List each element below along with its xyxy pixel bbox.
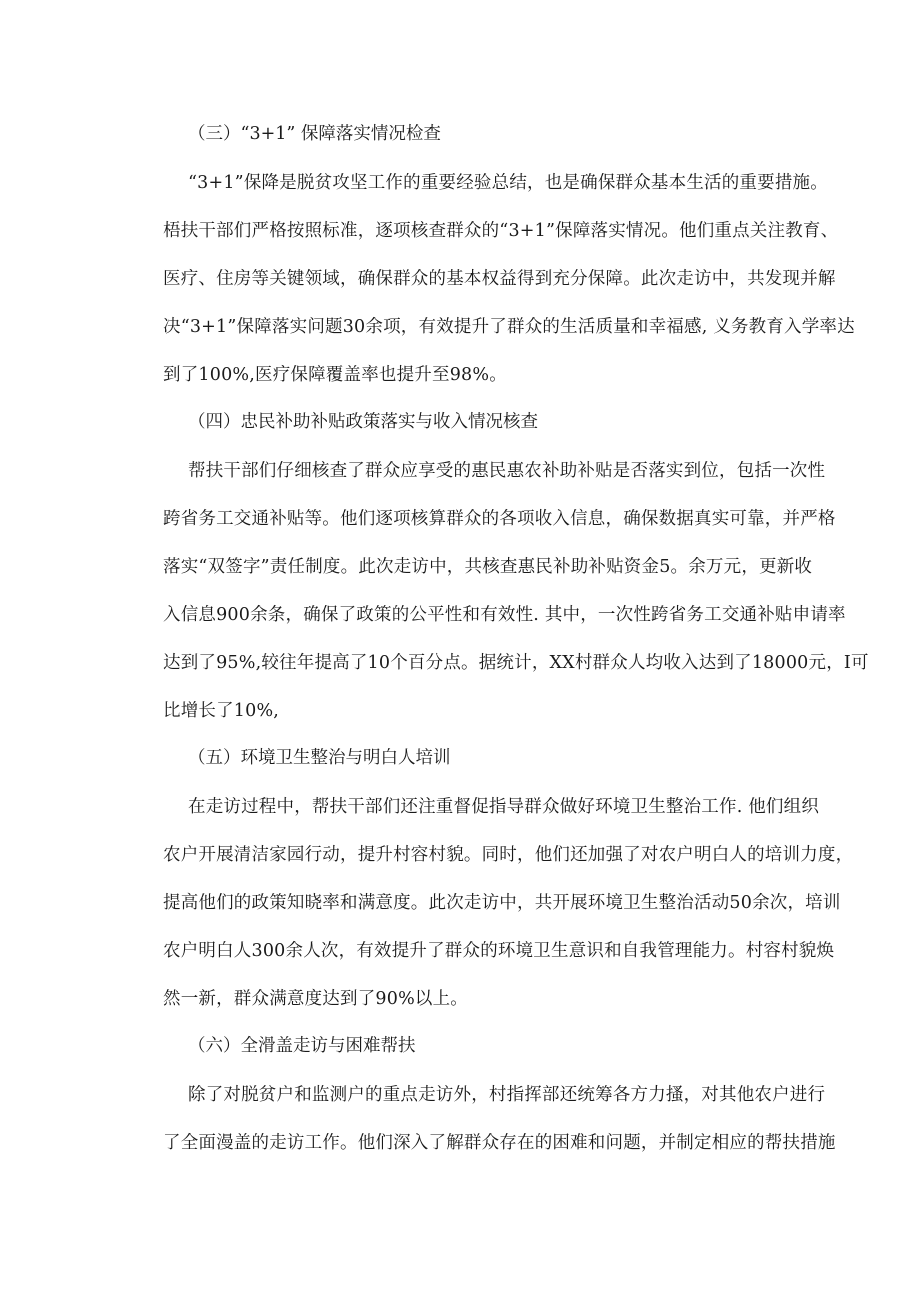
paragraph-line: 除了对脱贫户和监测户的重点走访外，村指挥部还统筹各方力搔，对其他农户进行 bbox=[188, 1085, 826, 1105]
section-heading-4: （四）忠民补助补贴政策落实与收入情况核查 bbox=[188, 412, 538, 432]
paragraph-line: 落实“双签字”责任制度。此次走访中，共核查惠民补助补贴资金5。余万元，更新收 bbox=[163, 557, 813, 577]
section-heading-5: （五）环境卫生整治与明白人培训 bbox=[188, 748, 451, 768]
paragraph-line: 在走访过程中，帮扶干部们还注重督促指导群众做好环境卫生整治工作. 他们组织 bbox=[188, 797, 820, 817]
paragraph-line: 医疗、住房等关键领域，确保群众的基本权益得到充分保障。此次走访中，共发现并解 bbox=[163, 269, 836, 289]
paragraph-line: 然一新，群众满意度达到了90%以上。 bbox=[163, 989, 468, 1009]
paragraph-line: 比增长了10%, bbox=[163, 701, 280, 721]
paragraph-line: “3+1”保降是脱贫攻坚工作的重要经验总结，也是确保群众基本生活的重要措施。 bbox=[188, 173, 828, 193]
paragraph-line: 提高他们的政策知晓率和满意度。此次走访中，共开展环境卫生整治活动50余次，培训 bbox=[163, 893, 841, 913]
paragraph-line: 农户开展清洁家园行动，提升村容村貌。同时，他们还加强了对农户明白人的培训力度， bbox=[163, 845, 854, 865]
section-heading-6: （六）全滑盖走访与困难帮扶 bbox=[188, 1036, 416, 1056]
paragraph-line: 农户明白人300余人次，有效提升了群众的环境卫生意识和自我管理能力。村容村貌焕 bbox=[163, 941, 835, 961]
paragraph-line: 帮扶干部们仔细核查了群众应享受的惠民惠农补助补贴是否落实到位，包括一次性 bbox=[188, 461, 826, 481]
section-heading-3: （三）“3+1” 保障落实情况检查 bbox=[188, 124, 441, 144]
paragraph-line: 决“3+1”保障落实问题30余项，有效提升了群众的生活质量和幸福感, 义务教育入学率达 bbox=[163, 317, 855, 337]
paragraph-line: 入信息900余条，确保了政策的公平性和有效性. 其中，一次性跨省务工交通补贴申请率 bbox=[163, 605, 846, 625]
paragraph-line: 达到了95%,较往年提高了10个百分点。据统计，XX村群众人均收入达到了18000元，I可 bbox=[163, 653, 869, 673]
paragraph-line: 到了100%,医疗保障覆盖率也提升至98%。 bbox=[163, 365, 507, 385]
paragraph-line: 跨省务工交通补贴等。他们逐项核算群众的各项收入信息，确保数据真实可靠，并严格 bbox=[163, 509, 836, 529]
paragraph-line: 了全面漫盖的走访工作。他们深入了解群众存在的困难和问题，并制定相应的帮扶措施 bbox=[163, 1133, 836, 1153]
paragraph-line: 梧扶干部们严格按照标准，逐项核查群众的“3+1”保障落实情况。他们重点关注教育、 bbox=[163, 221, 839, 241]
